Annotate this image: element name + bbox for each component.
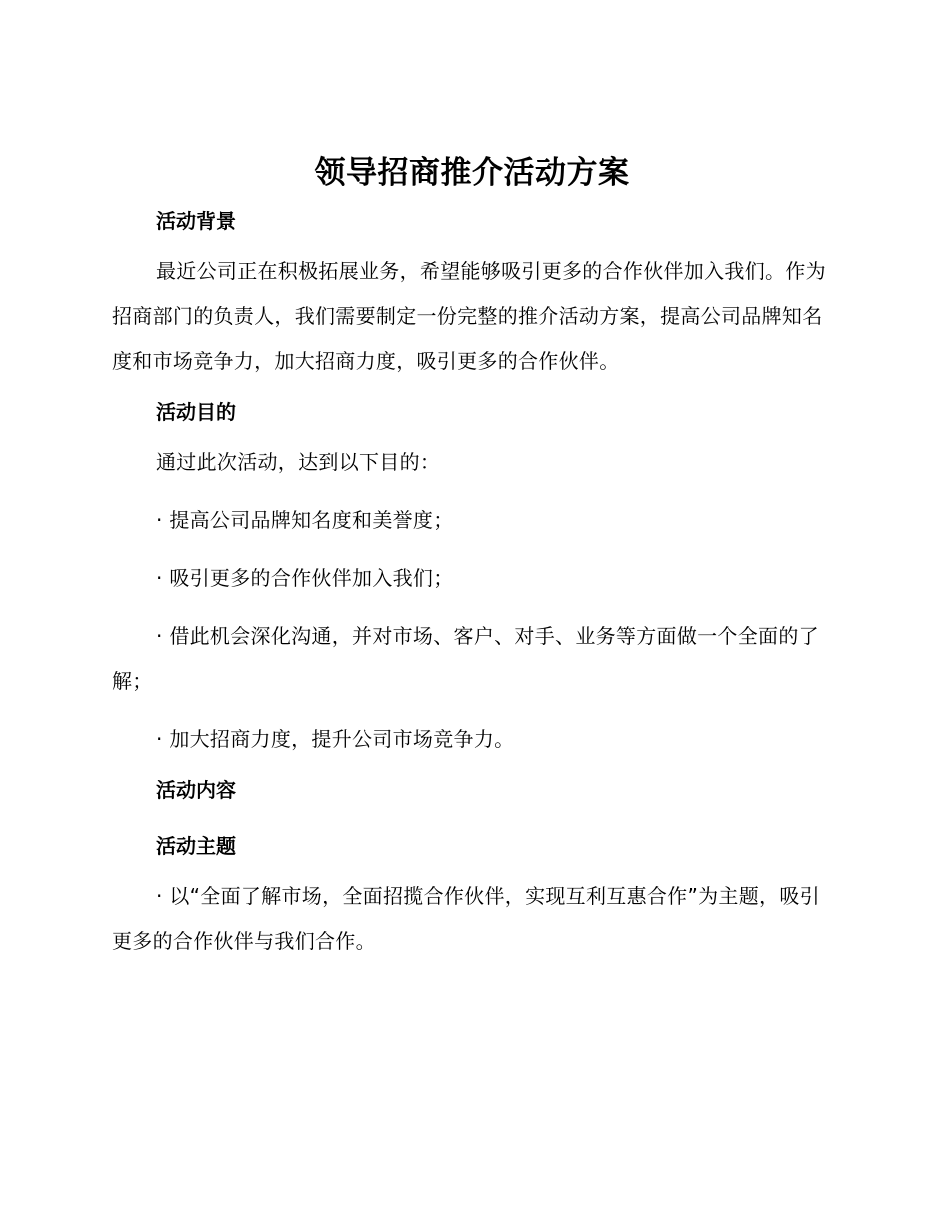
- subsection-heading-theme: 活动主题: [156, 834, 236, 858]
- purpose-list-item: · 提高公司品牌知名度和美誉度；: [156, 508, 454, 532]
- purpose-list-item: · 借此机会深化沟通，并对市场、客户、对手、业务等方面做一个全面的了解；: [112, 624, 819, 693]
- document-page: [112, 148, 832, 964]
- purpose-intro: 通过此次活动，达到以下目的：: [156, 450, 441, 474]
- section-heading-background: 活动背景: [156, 209, 236, 233]
- document-title: 领导招商推介活动方案: [314, 155, 630, 191]
- background-paragraph: 最近公司正在积极拓展业务，希望能够吸引更多的合作伙伴加入我们。作为招商部门的负责人，我们需要制定一份完整的推介活动方案，提高公司品牌知名度和市场竞争力，加大招商力度，吸引更多的合作伙伴。: [112, 259, 826, 373]
- theme-list-item: · 以“全面了解市场，全面招揽合作伙伴，实现互利互惠合作”为主题，吸引更多的合作伙伴与我们合作。: [112, 884, 820, 953]
- section-heading-content: 活动内容: [156, 778, 236, 802]
- purpose-list-item: · 吸引更多的合作伙伴加入我们；: [156, 566, 454, 590]
- purpose-list-item: · 加大招商力度，提升公司市场竞争力。: [156, 727, 515, 751]
- section-heading-purpose: 活动目的: [156, 400, 236, 424]
